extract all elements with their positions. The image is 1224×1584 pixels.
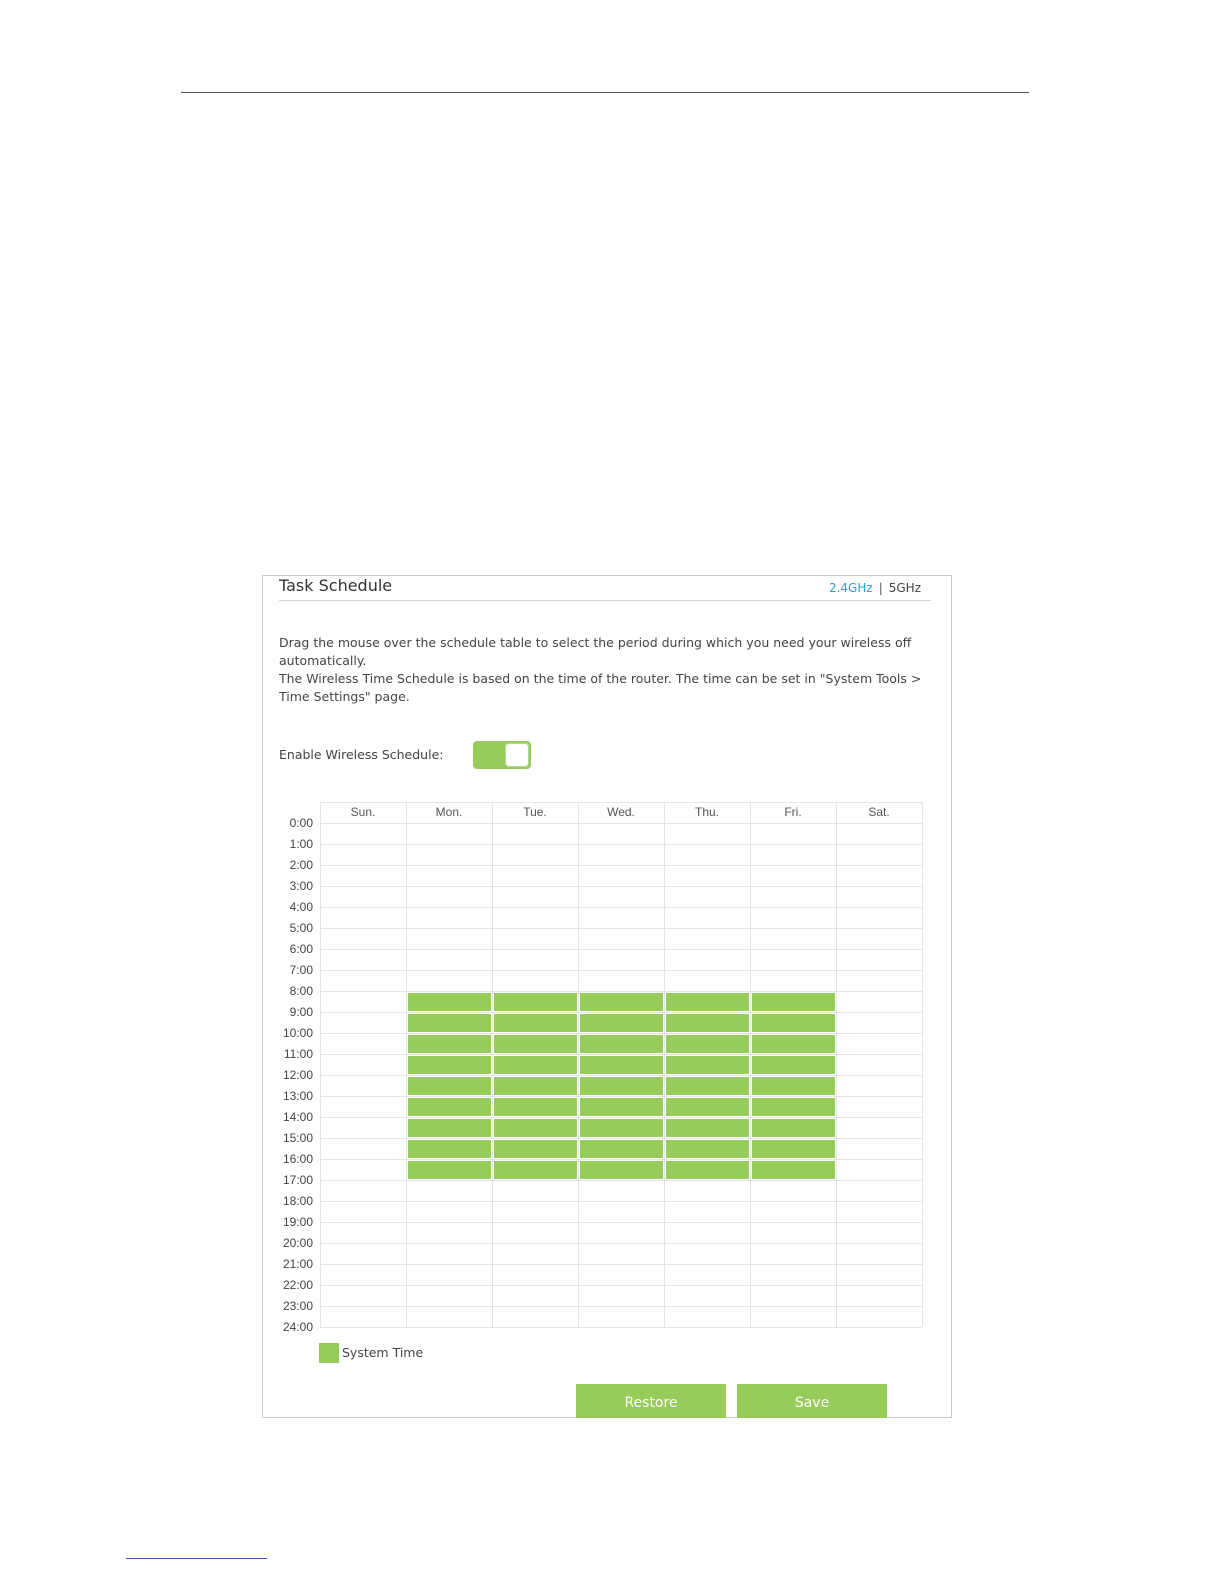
grid-line xyxy=(320,802,922,803)
hour-label: 10:00 xyxy=(282,1026,313,1040)
day-header: Sun. xyxy=(350,805,376,819)
day-header: Wed. xyxy=(607,805,635,819)
schedule-cell-selected[interactable] xyxy=(494,1035,577,1053)
grid-line xyxy=(320,1243,922,1244)
grid-line xyxy=(320,1306,922,1307)
grid-line xyxy=(320,1159,922,1160)
grid-line xyxy=(320,1054,922,1055)
schedule-cell-selected[interactable] xyxy=(408,993,491,1011)
legend-label: System Time xyxy=(342,1345,424,1360)
schedule-cell-selected[interactable] xyxy=(666,1140,749,1158)
day-header: Sat. xyxy=(868,805,890,819)
hour-label: 15:00 xyxy=(282,1131,313,1145)
hour-label: 13:00 xyxy=(282,1089,313,1103)
schedule-cell-selected[interactable] xyxy=(494,1119,577,1137)
schedule-cell-selected[interactable] xyxy=(666,993,749,1011)
schedule-cell-selected[interactable] xyxy=(580,1140,663,1158)
schedule-cell-selected[interactable] xyxy=(580,1077,663,1095)
hour-label: 24:00 xyxy=(282,1320,313,1334)
hour-label: 0:00 xyxy=(289,816,313,830)
grid-line xyxy=(664,802,665,1327)
grid-line xyxy=(320,865,922,866)
band-switch xyxy=(829,581,921,595)
schedule-cell-selected[interactable] xyxy=(666,1098,749,1116)
enable-schedule-label: Enable Wireless Schedule: xyxy=(279,747,444,762)
grid-line xyxy=(320,1222,922,1223)
description-line-1: Drag the mouse over the schedule table to select the period during which you need your wireless off automatically. xyxy=(279,635,912,668)
grid-line xyxy=(320,970,922,971)
schedule-cell-selected[interactable] xyxy=(408,1098,491,1116)
hour-label: 4:00 xyxy=(289,900,313,914)
schedule-cell-selected[interactable] xyxy=(752,1140,835,1158)
schedule-cell-selected[interactable] xyxy=(408,1014,491,1032)
schedule-cell-selected[interactable] xyxy=(580,1014,663,1032)
schedule-cell-selected[interactable] xyxy=(752,1056,835,1074)
schedule-cell-selected[interactable] xyxy=(494,1098,577,1116)
grid-line xyxy=(320,1033,922,1034)
schedule-cell-selected[interactable] xyxy=(408,1161,491,1179)
title-divider xyxy=(279,600,931,601)
schedule-cell-selected[interactable] xyxy=(666,1035,749,1053)
schedule-cell-selected[interactable] xyxy=(752,1098,835,1116)
grid-line xyxy=(750,802,751,1327)
schedule-cell-selected[interactable] xyxy=(752,1014,835,1032)
hour-label: 14:00 xyxy=(282,1110,313,1124)
grid-line xyxy=(320,949,922,950)
hour-label: 17:00 xyxy=(282,1173,313,1187)
restore-button[interactable]: Restore xyxy=(576,1384,726,1418)
hour-label: 18:00 xyxy=(282,1194,313,1208)
hour-label: 11:00 xyxy=(283,1047,313,1061)
legend-swatch xyxy=(319,1343,339,1363)
hour-label: 1:00 xyxy=(289,837,313,851)
grid-line xyxy=(320,802,321,1327)
schedule-cell-selected[interactable] xyxy=(666,1056,749,1074)
grid-line xyxy=(320,1201,922,1202)
panel-title: Task Schedule xyxy=(279,576,393,595)
footer-rule xyxy=(126,1558,267,1559)
schedule-cell-selected[interactable] xyxy=(666,1014,749,1032)
schedule-cell-selected[interactable] xyxy=(580,1056,663,1074)
save-button[interactable]: Save xyxy=(737,1384,887,1418)
grid-line xyxy=(492,802,493,1327)
task-schedule-panel xyxy=(262,575,952,1418)
grid-line xyxy=(578,802,579,1327)
schedule-cell-selected[interactable] xyxy=(408,1140,491,1158)
description-line-2: The Wireless Time Schedule is based on the time of the router. The time can be set in "System Tools > Time Settings" page. xyxy=(279,671,922,704)
schedule-cell-selected[interactable] xyxy=(580,993,663,1011)
schedule-cell-selected[interactable] xyxy=(752,1161,835,1179)
day-header: Tue. xyxy=(523,805,547,819)
description xyxy=(279,634,929,706)
schedule-cell-selected[interactable] xyxy=(580,1119,663,1137)
grid-line xyxy=(320,991,922,992)
day-header: Mon. xyxy=(435,805,463,819)
grid-line xyxy=(320,1264,922,1265)
schedule-cell-selected[interactable] xyxy=(494,1077,577,1095)
hour-label: 2:00 xyxy=(289,858,313,872)
grid-line xyxy=(320,1012,922,1013)
toggle-knob[interactable] xyxy=(505,743,529,767)
schedule-cell-selected[interactable] xyxy=(580,1035,663,1053)
schedule-cell-selected[interactable] xyxy=(408,1056,491,1074)
day-header: Fri. xyxy=(784,805,802,819)
schedule-cell-selected[interactable] xyxy=(408,1119,491,1137)
grid-line xyxy=(320,823,922,824)
schedule-cell-selected[interactable] xyxy=(752,993,835,1011)
grid-line xyxy=(320,886,922,887)
hour-label: 8:00 xyxy=(289,984,313,998)
grid-line xyxy=(320,844,922,845)
grid-line xyxy=(320,1096,922,1097)
schedule-cell-selected[interactable] xyxy=(494,1056,577,1074)
band-2-4ghz-link[interactable]: 2.4GHz xyxy=(828,581,873,595)
schedule-cell-selected[interactable] xyxy=(494,1161,577,1179)
hour-label: 7:00 xyxy=(289,963,313,977)
band-5ghz-link[interactable]: 5GHz xyxy=(888,581,921,595)
grid-line xyxy=(406,802,407,1327)
enable-schedule-toggle[interactable] xyxy=(473,741,531,769)
schedule-cell-selected[interactable] xyxy=(752,1077,835,1095)
hour-label: 12:00 xyxy=(282,1068,313,1082)
band-separator: | xyxy=(878,581,883,595)
page-header-rule xyxy=(181,92,1029,93)
hour-label: 5:00 xyxy=(289,921,313,935)
schedule-table[interactable] xyxy=(263,801,951,1334)
hour-label: 23:00 xyxy=(282,1299,313,1313)
grid-line xyxy=(320,1180,922,1181)
grid-line xyxy=(320,1285,922,1286)
hour-label: 20:00 xyxy=(282,1236,313,1250)
grid-line xyxy=(320,1138,922,1139)
grid-line xyxy=(922,802,923,1327)
grid-line xyxy=(320,1327,922,1328)
grid-line xyxy=(320,1117,922,1118)
hour-label: 22:00 xyxy=(282,1278,313,1292)
hour-label: 9:00 xyxy=(289,1005,313,1019)
schedule-cell-selected[interactable] xyxy=(580,1161,663,1179)
schedule-cell-selected[interactable] xyxy=(666,1077,749,1095)
schedule-cell-selected[interactable] xyxy=(752,1035,835,1053)
day-header: Thu. xyxy=(694,805,719,819)
grid-line xyxy=(836,802,837,1327)
hour-label: 19:00 xyxy=(282,1215,313,1229)
schedule-cell-selected[interactable] xyxy=(494,993,577,1011)
schedule-cell-selected[interactable] xyxy=(494,1014,577,1032)
hour-label: 6:00 xyxy=(289,942,313,956)
schedule-cell-selected[interactable] xyxy=(494,1140,577,1158)
grid-line xyxy=(320,907,922,908)
hour-label: 3:00 xyxy=(289,879,313,893)
hour-label: 21:00 xyxy=(282,1257,313,1271)
schedule-cell-selected[interactable] xyxy=(752,1119,835,1137)
grid-line xyxy=(320,928,922,929)
schedule-cell-selected[interactable] xyxy=(580,1098,663,1116)
hour-label: 16:00 xyxy=(282,1152,313,1166)
grid-line xyxy=(320,1075,922,1076)
schedule-cell-selected[interactable] xyxy=(666,1161,749,1179)
schedule-cell-selected[interactable] xyxy=(408,1077,491,1095)
schedule-cell-selected[interactable] xyxy=(408,1035,491,1053)
schedule-cell-selected[interactable] xyxy=(666,1119,749,1137)
